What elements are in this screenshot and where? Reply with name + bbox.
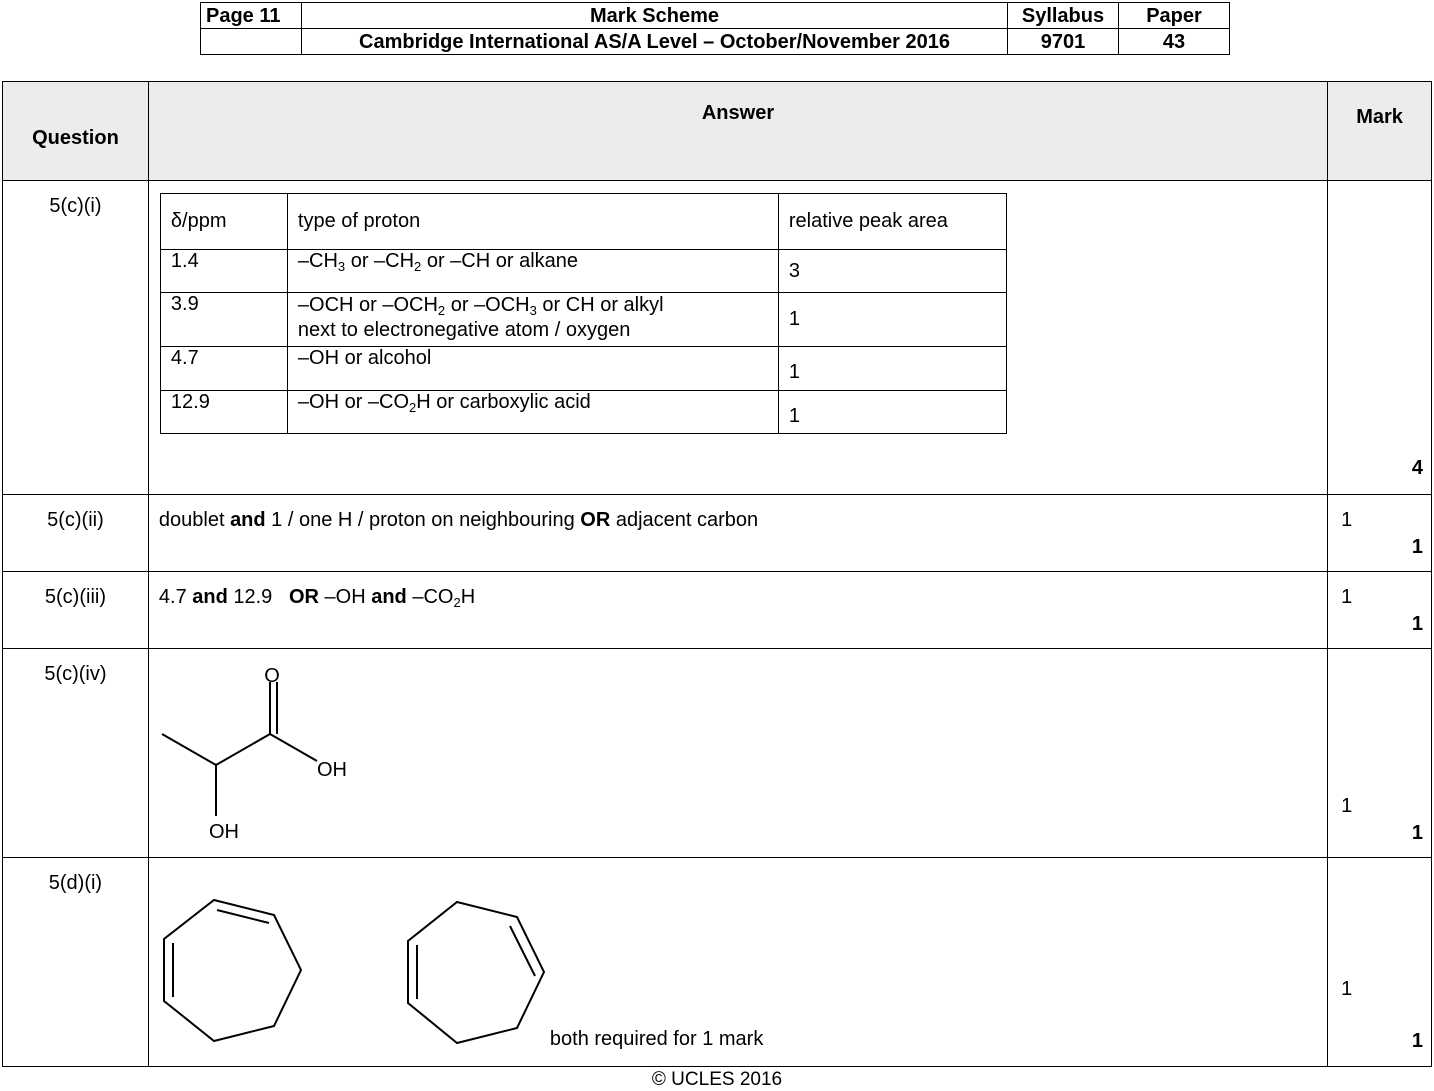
mark-cell: [1328, 858, 1432, 1067]
answer-cell: [148, 572, 1327, 649]
total-mark: 4: [1411, 457, 1423, 479]
hydroxyl-label: OH: [316, 759, 347, 781]
nmr-proton: –OH or $-CO_2H$ or carboxylic acid: [287, 391, 778, 434]
table-row: [3, 181, 1432, 495]
table-row: [3, 649, 1432, 858]
mark: 1: [1341, 978, 1353, 1000]
question-id: 5(c)(iv): [3, 649, 149, 858]
question-id: 5(d)(i): [3, 858, 149, 1067]
answer-text: doublet and 1 / one H / proton on neighbouring OR adjacent carbon: [158, 509, 759, 531]
question-id: 5(c)(i): [3, 181, 149, 495]
doc-title: Mark Scheme: [302, 3, 1008, 29]
answer-text: 4.7 and 12.9 OR –OH and $-CO_2H$: [158, 586, 476, 610]
nmr-proton: –OCH or $-OCH_2$ or $-OCH_3$ or CH or alkyl next to electronegative atom / oxygen: [287, 293, 778, 347]
answer-cell: [148, 495, 1327, 572]
empty-cell: [201, 29, 302, 55]
nmr-row: [160, 293, 1006, 347]
nmr-header-ppm: δ/ppm: [160, 194, 287, 250]
cycloheptadiene-isomer-2: [408, 902, 544, 1043]
answer-cell: [148, 181, 1327, 495]
answer-column-header: Answer: [148, 82, 1327, 181]
nmr-header-area: relative peak area: [778, 194, 1006, 250]
lactic-acid-structure: [149, 649, 409, 854]
total-mark: 1: [1411, 536, 1423, 558]
syllabus-code: 9701: [1008, 29, 1119, 55]
mark: 1: [1341, 509, 1353, 531]
oxygen-label: O: [264, 665, 280, 687]
nmr-proton: $-CH_3$ or $-CH_2$ or –CH or alkane: [287, 250, 778, 293]
nmr-area: 1: [778, 391, 1006, 434]
cycloheptadiene-structures: [149, 858, 569, 1063]
header-table: [200, 2, 1230, 55]
nmr-ppm: 1.4: [160, 250, 287, 293]
column-header-row: [3, 82, 1432, 181]
nmr-row: [160, 250, 1006, 293]
cycloheptadiene-isomer-1: [164, 900, 301, 1041]
mark-cell: [1328, 572, 1432, 649]
nmr-row: [160, 391, 1006, 434]
hydroxyl-label: OH: [208, 821, 239, 843]
question-id: 5(c)(iii): [3, 572, 149, 649]
paper-code: 43: [1119, 29, 1230, 55]
nmr-ppm: 12.9: [160, 391, 287, 434]
total-mark: 1: [1411, 1030, 1423, 1052]
nmr-row: [160, 347, 1006, 391]
nmr-header-proton: type of proton: [287, 194, 778, 250]
question-id: 5(c)(ii): [3, 495, 149, 572]
syllabus-label: Syllabus: [1008, 3, 1119, 29]
mark-column-header: Mark: [1328, 82, 1432, 181]
mark-cell: [1328, 495, 1432, 572]
copyright-footer: © UCLES 2016: [651, 1069, 783, 1090]
nmr-table: [160, 193, 1007, 434]
nmr-area: 3: [778, 250, 1006, 293]
nmr-ppm: 4.7: [160, 347, 287, 391]
table-row: [3, 572, 1432, 649]
nmr-proton: –OH or alcohol: [287, 347, 778, 391]
total-mark: 1: [1411, 613, 1423, 635]
answer-cell: [148, 649, 1327, 858]
mark-cell: [1328, 649, 1432, 858]
mark: 1: [1341, 586, 1353, 608]
nmr-area: 1: [778, 347, 1006, 391]
nmr-ppm: 3.9: [160, 293, 287, 347]
exam-subtitle: Cambridge International AS/A Level – October/November 2016: [302, 29, 1008, 55]
nmr-area: 1: [778, 293, 1006, 347]
table-row: [3, 495, 1432, 572]
total-mark: 1: [1411, 822, 1423, 844]
question-column-header: Question: [3, 82, 149, 181]
paper-label: Paper: [1119, 3, 1230, 29]
page-number: Page 11: [201, 3, 302, 29]
answer-cell: [148, 858, 1327, 1067]
mark-cell: [1328, 181, 1432, 495]
mark: 1: [1341, 795, 1353, 817]
table-row: [3, 858, 1432, 1067]
mark-scheme-table: [2, 81, 1432, 1067]
note-text: both required for 1 mark: [549, 1028, 764, 1050]
